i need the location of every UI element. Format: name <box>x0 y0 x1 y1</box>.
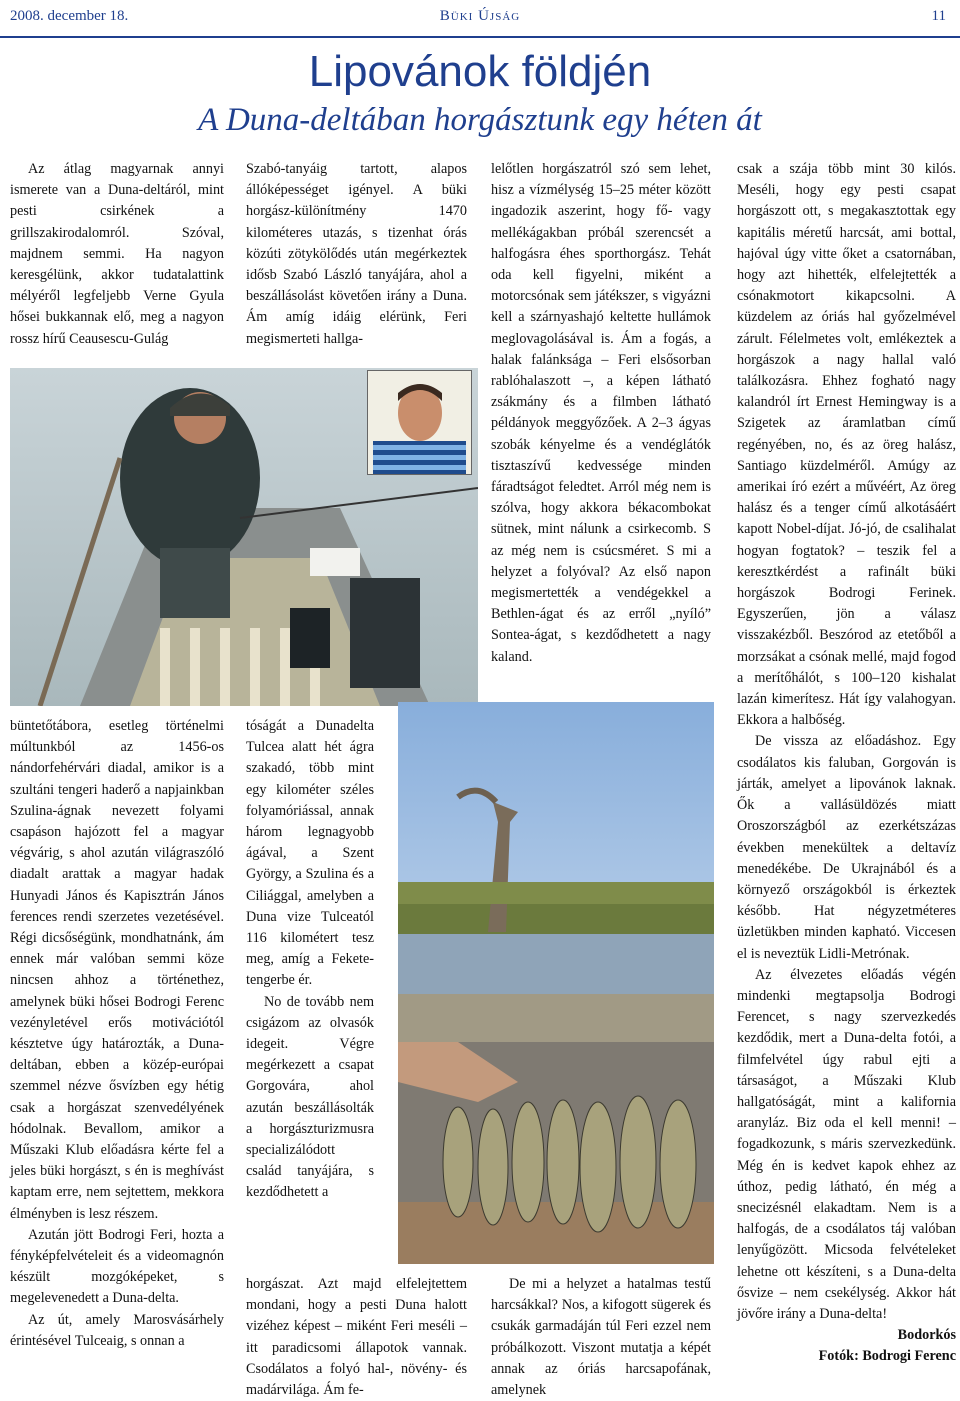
col2-narrow-text <box>246 716 374 1204</box>
paragraph: Az átlag magyarnak annyi ismerete van a Duna-deltáról, mint pesti csirkének a grillszakirodalomról. Szóval, majdnem semmi. Ha nagyon keresgélünk, akkor tudatalattink mélyéről legfeljebb Verne Gyula hősei bukkannak elő, meg a nagyon rossz hírű Ceausescu-Gulág <box>10 161 224 347</box>
newspaper-name: Büki Újság <box>439 8 521 24</box>
paragraph: lelőtlen horgászatról szó sem lehet, hisz a vízmélység 15–25 méter között ingadozik aszerint, hogy fő- vagy mellékágakban próbál szerencsét a halfogásra éhes sporthorgász. Tehát oda kell figyelni, miként a motorcsónak sem játékszer, s vigyázni kell a szárnyashajó keltette hullámok meglovagolásával is. Ám a fogás, a halak falánksága – Feri elsősorban rablóhalaszott –, a képen látható zsákmány és a filmben látható példányok meggyőzőek. A 2–3 ágyas szobák kényelme és a vendéglátók tisztaszívű kedvessége minden fáradtságot feledtet. Arról még nem is szólva, hogy akkora békacombokat sütnek, mint nálunk a csirkecomb. S az még nem is csúcsméret. S mi a helyzet a folyóval? Az első napon megismertették a vendégekkel a Bethlen-ágat és az erről „nyíló” Sontea-ágat, s kezdődhetett a nagy kaland. <box>491 161 711 665</box>
paragraph: Azután jött Bodrogi Feri, hozta a fényképfelvételeit és a videomagnón készült mozgóképeket, s megelevenedett a Duna-delta. <box>10 1226 224 1307</box>
col3-bottom-text <box>491 1274 711 1401</box>
portrait-photo <box>367 370 472 475</box>
fish-catch-photo <box>398 1042 714 1264</box>
col2-bottom-text <box>246 1274 467 1401</box>
page-number: 11 <box>931 8 946 24</box>
article-subtitle: A Duna-deltában horgásztunk egy héten át <box>198 102 762 138</box>
paragraph: tóságát a Dunadelta Tulcea alatt hét ágra szakadó, több mint egy kilométer széles folyamóriással, annak három legnagyobb ágával, a Szent György, a Szulina és a Ciliággal, amelyben a Duna vize Tulceatól 116 kilométert tesz meg, amíg a Fekete-tengerbe ér. <box>246 718 374 989</box>
photo-credit: Fotók: Bodrogi Ferenc <box>818 1348 956 1365</box>
col2-top-text <box>246 159 467 350</box>
col3-top-text <box>491 159 711 668</box>
col4-text <box>737 159 956 1368</box>
paragraph: Szabó-tanyáig tartott, alapos állóképességet igényel. A büki horgász-különítmény 1470 kilométeres utazás, s tizenhat órás közúti zötykölődés után megérkeztek idősb Szabó László tanyájára, ahol a beszállásolást követően irány a Duna. Ám amíg idáig elérünk, Feri megismerteti hallga- <box>246 161 467 347</box>
col1-top-text <box>10 159 224 350</box>
article-title: Lipovánok földjén <box>308 47 652 96</box>
delta-landscape-photo <box>398 702 714 1042</box>
issue-date: 2008. december 18. <box>10 8 129 24</box>
paragraph: Az élvezetes előadás végén mindenki megtapsolja Bodrogi Ferencet, s nagy szervezkedés kezdődik, mert a Duna-delta fotói, a filmfelvétel úgy rabul ejti a társaságot, a Műszaki Klub hallgatóságát, mint a kalifornia aranyláz. Biz oda el kell menni! – fogadkozunk, s máris szervezkedünk. Még én is kedvet kapok ehhez az úthoz, pedig látható, én még a snecizésnél elakadtam. Nem is a halfogás, de a csodálatos táj valóban lenyűgözött. Micsoda felvételeket lehetne ott készíteni, s a Duna-delta ősvize – nem csekélység. Akkor hát jövőre irány a Duna-delta! <box>737 966 956 1322</box>
paragraph: Az út, amely Marosvásárhely érintésével Tulceaig, s onnan a <box>10 1311 224 1349</box>
paragraph: De mi a helyzet a hatalmas testű harcsákkal? Nos, a kifogott sügerek és csukák garmadáján túl Feri ezzel nem próbálkozott. Viszont mutatja a képét annak az óriás harcsapofának, amelynek <box>491 1276 711 1399</box>
paragraph: horgászat. Azt majd elfelejtettem mondani, hogy a pesti Duna halott vizéhez képest – miként Feri meséli – itt paradicsomi állapotok vannak. Csodálatos a folyó hal-, növény- és madárvilága. Ám fe- <box>246 1276 467 1399</box>
paragraph: csak a szája több mint 30 kilós. Meséli, hogy egy pesti csapat horgászott ott, s megakasztottak egy kapitális méretű harcsát, ami bottal, hajóval úgy vitte őket a csatornában, hogy azt hihették, elfelejtették a csónakmotort kikapcsolni. A küzdelem az óriás hal győzelmével zárult. Félelmetes volt, emlékeztek a horgászok a nagy hallal való találkozásra. Ehhez fogható nagy kalandról írt Ernest Hemingway is a Szigetek az áramlatban című regényében, no, és az öreg halász, Santiago küzdelméről. Amúgy az amerikai író ezért a művéért, Az öreg halász és a tenger című alkotásáért kapott Nobel-díjat. Jó-jó, de csalihalat hogyan fogtatok? – teszik fel a keresztkérdést a rafinált büki horgászok Bodrogi Ferinek. Egyszerűen, jön a válasz visszakézből. Beszórod az etetőből a morzsákat a csónak mellé, majd fogod a merítőhálót, s 100–120 kishalat lazán kimerítesz. Hát így valahogyan. Ekkora a halbőség. <box>737 161 956 729</box>
col1-bottom-text <box>10 716 224 1352</box>
paragraph: No de tovább nem csigázom az olvasók idegeit. Végre megérkezett a csapat Gorgovára, ahol azután beszállásolták a horgászturizmusra specializálódott család tanyájára, s kezdődhetett a <box>246 993 374 1201</box>
author-signature: Bodorkós <box>897 1327 956 1344</box>
paragraph: büntetőtábora, esetleg történelmi múltunkból az 1456-os nándorfehérvári diadal, amikor is a szultáni tengeri haderő a napjainkban Szulina-ágnak nevezett folyami csapáson hajózott fel a magyar végvárig, s ahol azután világraszóló diadalt arattak a magyar hadak Hunyadi János és Kapisztrán János ferences rendi szerzetes vezetésével. Régi dicsőségünk, mondhatnánk, ám ennek már valóban semmi köze nincsen ahhoz a történethez, amelynek büki hősei Bodrogi Ferenc vezényletével erős motivációtól késztetve úgy határozták, a Duna-deltában, ebben a közép-európai szemmel nézve ősvízben egy hétig csak a horgászat szenvedélyének hódolnak. Bevallom, amikor a Műszaki Klub előadásra kérte fel a jeles büki horgászt, s én is meghívást kaptam erre, nem sejtettem, mekkora élményben is lesz részem. <box>10 718 224 1222</box>
header-rule <box>0 36 960 38</box>
paragraph: De vissza az előadáshoz. Egy csodálatos kis faluban, Gorgován is járták, amelyet a lipovánok laknak. Ők a vallásüldözés miatt Oroszországból az ezerkétszázas években menekültek a deltavíz menedékébe. De Ukrajnából és a környező országokból is érkeztek később. Hat négyzetméteres üzletükben minden kapható. Viccesen el is neveztük Lidli-Metrónak. <box>737 733 956 962</box>
